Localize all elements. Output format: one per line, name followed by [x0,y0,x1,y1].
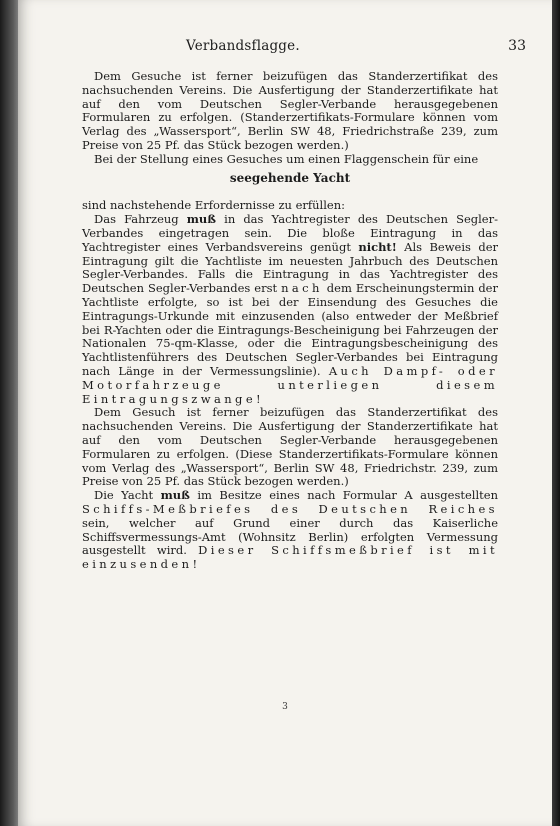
running-title: Verbandsflagge. [186,38,300,54]
page-edge [552,0,560,826]
spaced-text: Dieser Schiffsmeßbrief ist mit einzusenden! [82,543,498,572]
page-number: 33 [508,38,526,54]
paragraph-erfordernisse: sind nachstehende Erfordernisse zu erfüllen: [82,198,345,213]
text-run: Das Fahrzeug [94,212,187,227]
bold-text: nicht! [358,239,397,254]
body-text [82,70,498,572]
signature-mark: 3 [282,702,288,712]
spaced-text: Schiffs-Meßbriefes des Deutschen Reiches [82,501,498,516]
text-run: dem Erscheinungstermin der Yachtliste erfolgte, so ist bei der Einsendung des Gesuches die Eintragungs-Urkunde mit einzusenden (also entweder der Meßbrief bei R-Yachten oder die Eintragungs-Bescheinigung bei Fahrzeugen der Nationalen 75-qm-Klasse, oder die Eintragungsbescheinigung des Yachtlistenführers des Deutschen Segler-Verbandes bei Eintragung nach Länge in der Vermessungslinie). [82,281,498,378]
spaced-text: nach [281,281,323,296]
paragraph-messbrief [82,489,498,572]
section-heading: seegehende Yacht [229,170,351,185]
paragraph-flaggenschein: Bei der Stellung eines Gesuches um einen Flaggenschein für eine [94,151,479,166]
paragraph-standerzertifikat-2: Dem Gesuch ist ferner beizufügen das Standerzertifikat des nachsuchenden Vereins. Die Ausfertigung der Standerzertifikate hat auf den vom Deutschen Segler-Verbande herausgegebenen Formularen zu erfolgen. (Diese Standerzertifikats-Formulare können vom Verlag des „Wassersport“, Berlin SW 48, Friedrichstr. 239, zum Preise von 25 Pf. das Stück bezogen werden.) [82,405,498,489]
book-page [18,0,552,826]
text-run: in das Yachtregister des Deutschen Segler-Verbandes eingetragen sein. Die bloße Eintragung in das Yachtregister eines Verbandsvereins genügt [82,212,498,254]
bold-text: muß [160,488,190,503]
text-run: Die Yacht [94,488,161,503]
paragraph-yachtregister [82,213,498,406]
text-run: sein, welcher auf Grund einer durch das Kaiserliche Schiffsvermessungs-Amt (Wohnsitz Berlin) erfolgten Vermessung ausgestellt wird. [82,515,498,558]
text-run: Als Beweis der Eintragung gilt die Yachtliste im neuesten Jahrbuch des Deutschen Segler-Verbandes. Falls die Eintragung in das Yachtregister des Deutschen Segler-Verbandes erst [82,239,498,296]
spaced-text: Auch Dampf- oder Motorfahrzeuge unterliegen diesem Eintragungszwange! [82,363,498,406]
bold-text: muß [186,212,217,227]
text-run: im Besitze eines nach Formular A ausgestellten [189,488,498,503]
page-header [18,38,552,58]
paragraph-standerzertifikat-1: Dem Gesuche ist ferner beizufügen das Standerzertifikat des nachsuchenden Vereins. Die Ausfertigung der Standerzertifikate hat auf den vom Deutschen Segler-Verbande herausgegebenen Formularen zu erfolgen. (Standerzertifikats-Formulare können vom Verlag des „Wassersport“, Berlin SW 48, Friedrichstraße 239, zum Preise von 25 Pf. das Stück bezogen werden.) [82,69,498,152]
